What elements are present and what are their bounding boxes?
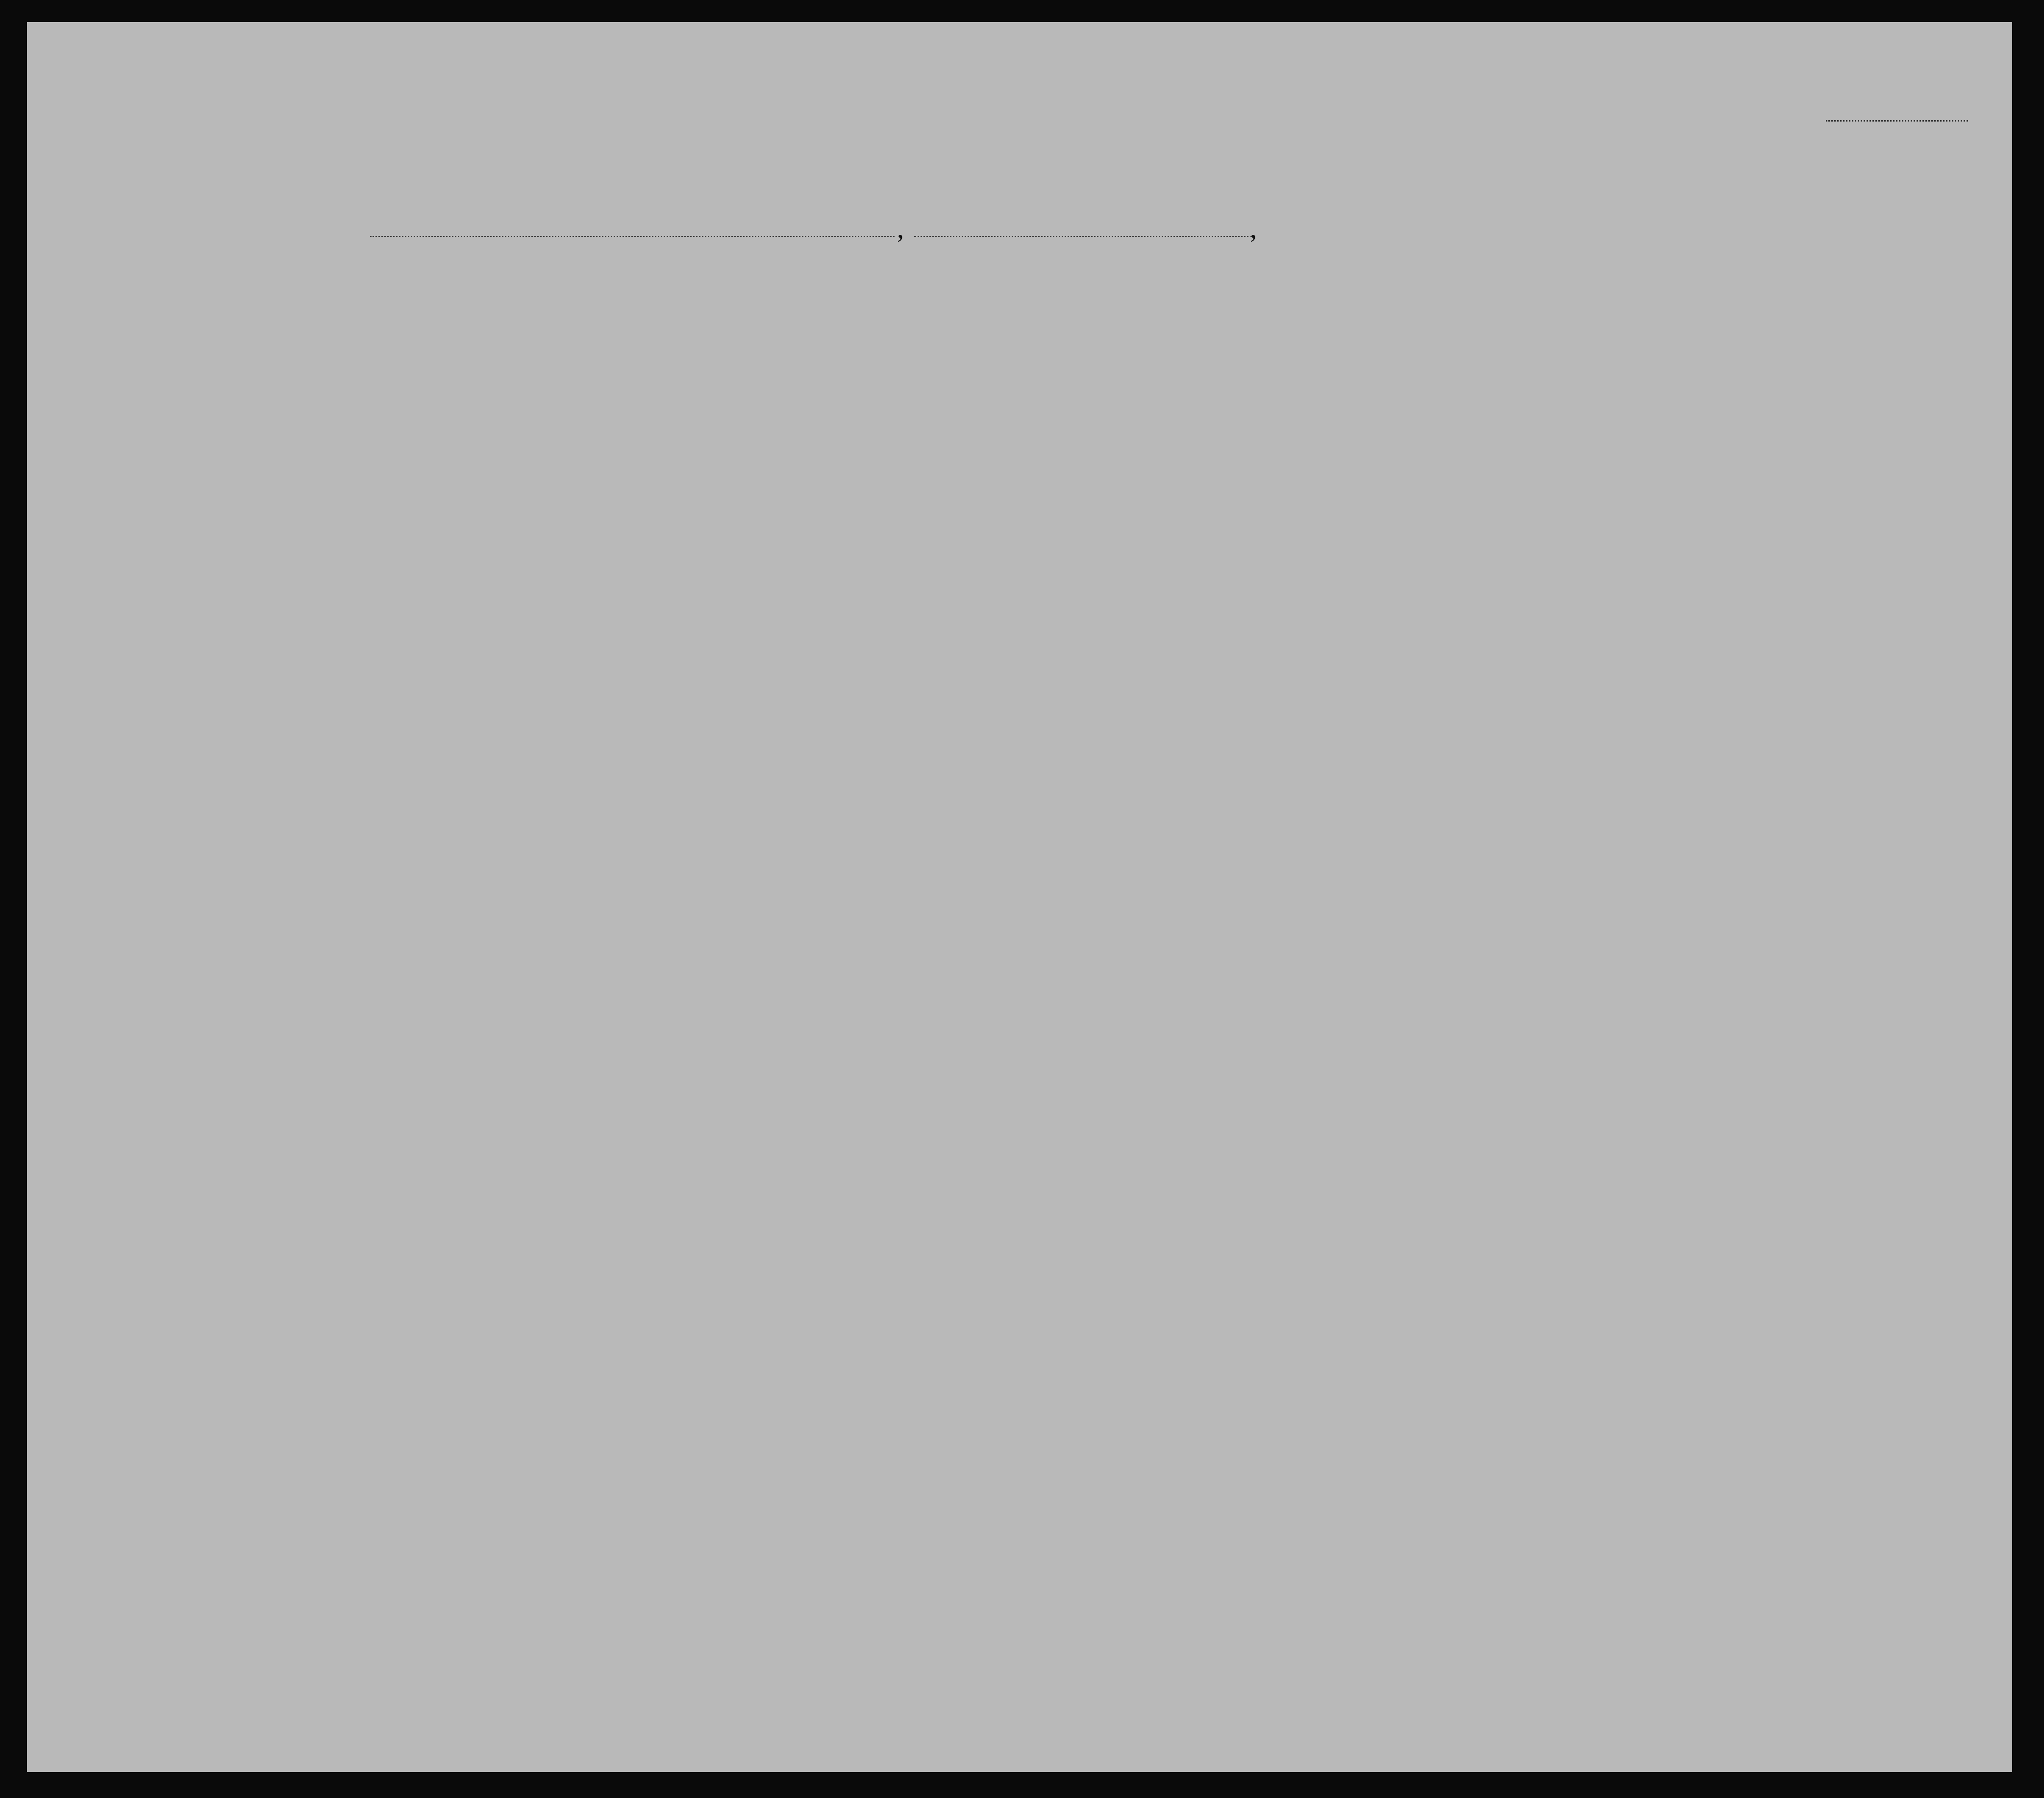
header-col29 [1500, 326, 1532, 449]
header-col26 [1385, 326, 1404, 449]
header-col19 [646, 314, 680, 446]
comma-1: , [897, 214, 904, 244]
header-col24-b [1255, 360, 1289, 449]
header-col30 [1537, 326, 1559, 449]
form-sheet [27, 22, 2012, 1772]
comma-2: , [1250, 214, 1257, 244]
header-col24-a [1216, 360, 1250, 449]
header-col34-feet [1709, 397, 1724, 446]
header-col24-c [1296, 360, 1330, 449]
header-col34-inches [1734, 397, 1748, 446]
header-col25 [1337, 326, 1371, 449]
header-col31 [1565, 326, 1587, 449]
manifest-grid [27, 22, 2012, 1772]
header-col21 [781, 314, 815, 446]
header-col28 [1446, 326, 1495, 449]
header-col27 [1415, 326, 1435, 449]
